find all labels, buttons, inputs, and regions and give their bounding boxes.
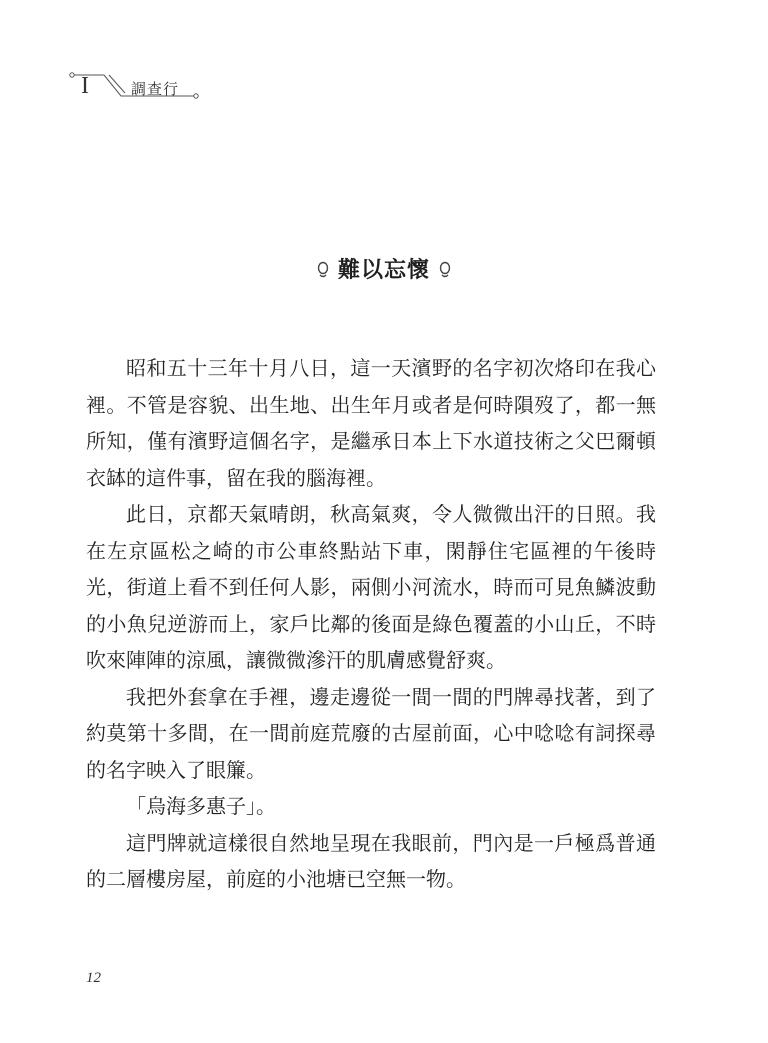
page-number: 12: [86, 970, 101, 986]
chapter-title: 調查行: [131, 80, 180, 98]
paragraph-quote: 「烏海多惠子」。: [126, 794, 276, 818]
paragraph: 此日，京都天氣晴朗，秋高氣爽，令人微微出汗的日照。我在左京區松之崎的市公車終點站下車，閑靜住宅區裡的午後時光，街道上看不到任何人影，兩側小河流水，時而可見魚鱗波動的小魚兒逆游而上，家戶比鄰的後面是綠色覆蓋的小山丘，不時吹來陣陣的涼風，讓微微滲汗的肌膚感覺舒爽。: [86, 502, 656, 672]
section-title: 難以忘懷: [337, 257, 430, 283]
chapter-numeral: I: [81, 73, 89, 99]
section-heading: [0, 253, 768, 284]
header-rule-decoration: [0, 0, 768, 110]
body-text: [86, 350, 656, 898]
rule-end-dot-right: [194, 94, 198, 98]
rule-end-dot-left: [70, 73, 74, 77]
paragraph: 我把外套拿在手裡，邊走邊從一間一間的門牌尋找著，到了約莫第十多間，在一間前庭荒廢的古屋前面，心中唸唸有詞探尋的名字映入了眼簾。: [86, 684, 656, 782]
paragraph: 這門牌就這樣很自然地呈現在我眼前，門內是一戶極爲普通的二層樓房屋，前庭的小池塘已空無一物。: [86, 830, 656, 891]
leaf-ornament-icon: [316, 261, 330, 279]
leaf-ornament-icon: [438, 261, 452, 279]
paragraph: 昭和五十三年十月八日，這一天濱野的名字初次烙印在我心裡。不管是容貌、出生地、出生年月或者是何時隕歿了，都一無所知，僅有濱野這個名字，是繼承日本上下水道技術之父巴爾頓衣缽的這件事，留在我的腦海裡。: [86, 356, 656, 490]
